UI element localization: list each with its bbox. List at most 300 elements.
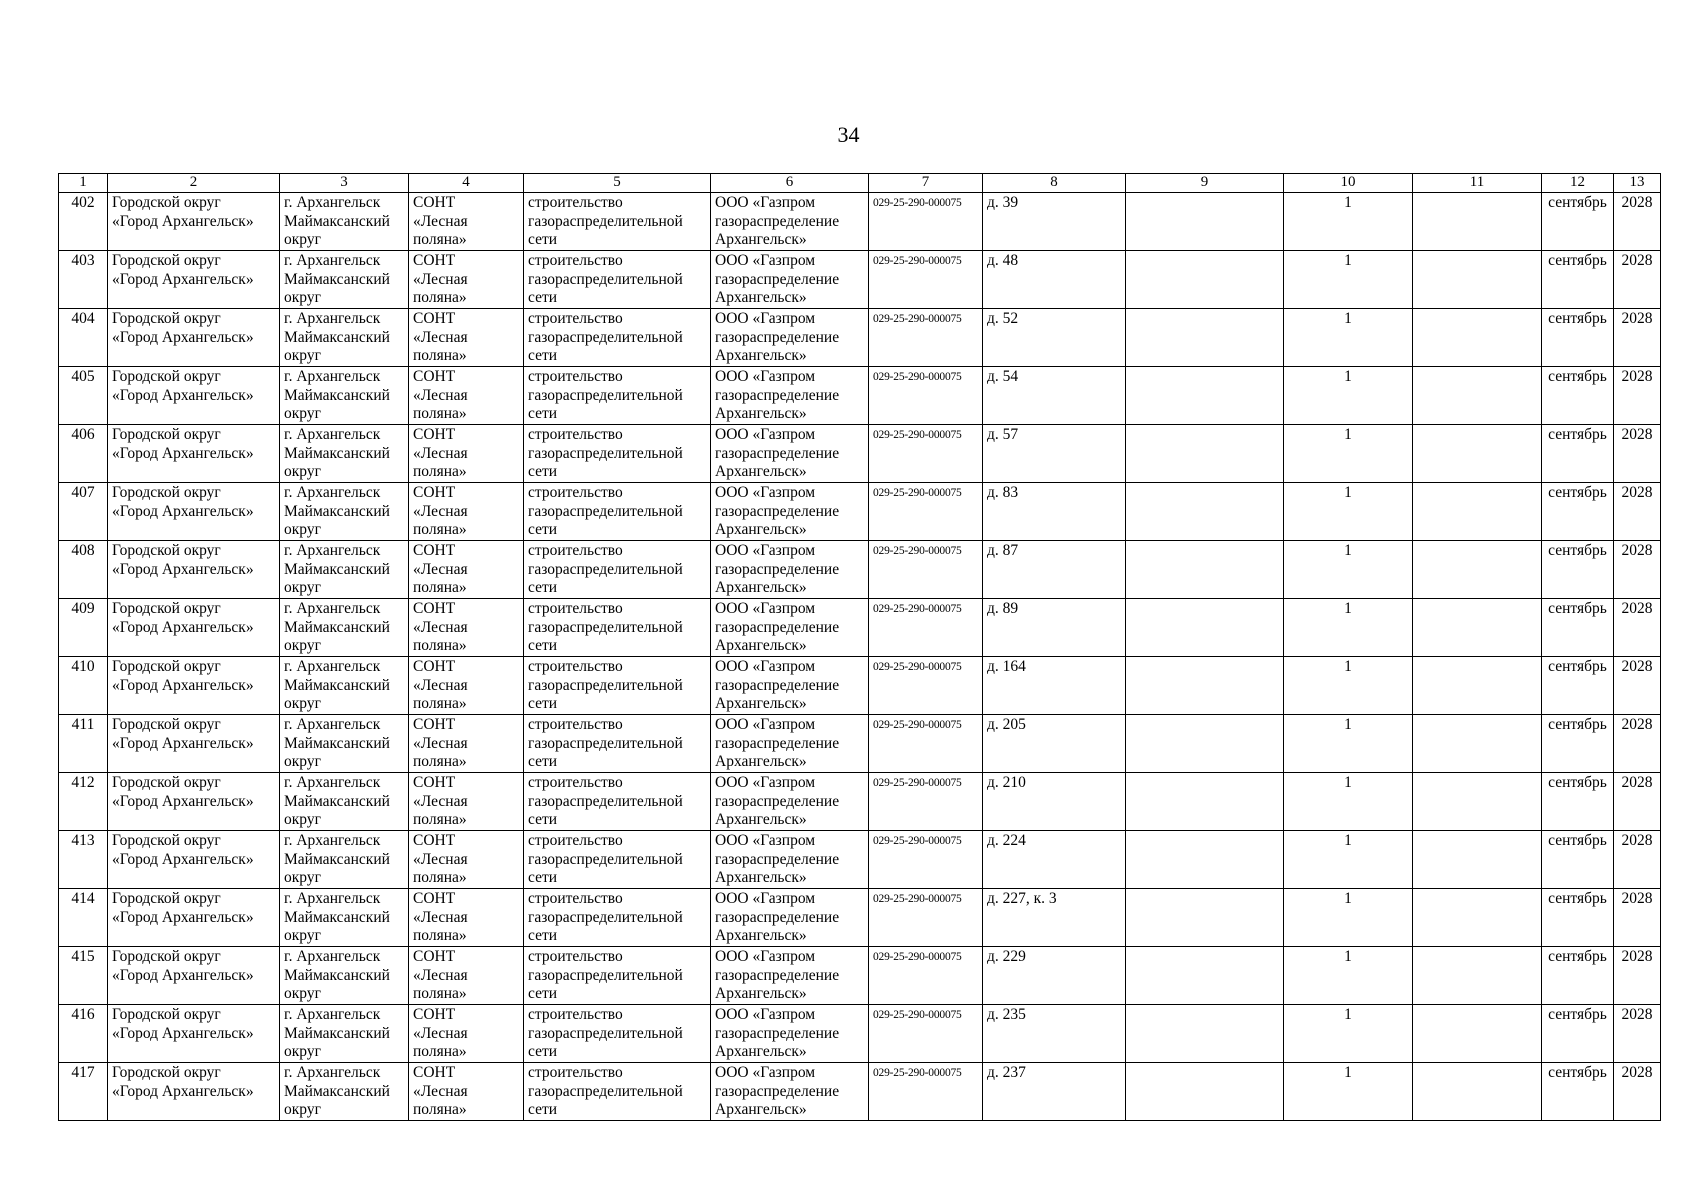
cadastral-cell: 029-25-290-000075 bbox=[869, 657, 983, 715]
settlement-cell-line: Маймаксанский bbox=[284, 1024, 390, 1042]
month-cell: сентябрь bbox=[1542, 251, 1614, 309]
municipality-cell bbox=[108, 831, 280, 889]
work-type-cell-line: сети bbox=[528, 927, 558, 944]
work-type-cell bbox=[524, 947, 711, 1005]
municipality-cell-line: «Город Архангельск» bbox=[112, 676, 254, 694]
cadastral-cell: 029-25-290-000075 bbox=[869, 483, 983, 541]
year-cell: 2028 bbox=[1614, 947, 1661, 1005]
snt-cell-line: «Лесная bbox=[413, 792, 468, 810]
work-type-cell-line: газораспределительной bbox=[528, 560, 683, 578]
work-type-cell-line: строительство bbox=[528, 658, 623, 675]
operator-cell bbox=[711, 367, 869, 425]
municipality-cell-line: Городской округ bbox=[112, 832, 221, 849]
snt-cell bbox=[409, 367, 524, 425]
work-type-cell-line: сети bbox=[528, 695, 558, 712]
settlement-cell-line: г. Архангельск bbox=[284, 310, 381, 327]
work-type-cell bbox=[524, 831, 711, 889]
cadastral-cell: 029-25-290-000075 bbox=[869, 541, 983, 599]
work-type-cell bbox=[524, 425, 711, 483]
house-cell: д. 52 bbox=[983, 309, 1126, 367]
municipality-cell-line: Городской округ bbox=[112, 252, 221, 269]
operator-cell bbox=[711, 483, 869, 541]
quantity-cell: 1 bbox=[1284, 947, 1413, 1005]
settlement-cell bbox=[280, 773, 409, 831]
municipality-cell-line: Городской округ bbox=[112, 716, 221, 733]
house-cell: д. 87 bbox=[983, 541, 1126, 599]
snt-cell bbox=[409, 889, 524, 947]
operator-cell bbox=[711, 309, 869, 367]
table-row bbox=[59, 889, 1661, 947]
settlement-cell-line: г. Архангельск bbox=[284, 890, 381, 907]
work-type-cell-line: сети bbox=[528, 231, 558, 248]
house-cell: д. 54 bbox=[983, 367, 1126, 425]
snt-cell-line: СОНТ bbox=[413, 252, 456, 269]
column-header-10: 10 bbox=[1284, 174, 1413, 193]
work-type-cell-line: газораспределительной bbox=[528, 1024, 683, 1042]
cadastral-cell: 029-25-290-000075 bbox=[869, 309, 983, 367]
operator-cell-line: газораспределение bbox=[715, 560, 840, 578]
house-cell: д. 237 bbox=[983, 1063, 1126, 1121]
column-header-11: 11 bbox=[1413, 174, 1542, 193]
settlement-cell-line: Маймаксанский bbox=[284, 676, 390, 694]
municipality-cell-line: Городской округ bbox=[112, 1006, 221, 1023]
column-9-cell bbox=[1126, 1063, 1284, 1121]
row-number-cell: 404 bbox=[59, 309, 108, 367]
municipality-cell bbox=[108, 1063, 280, 1121]
column-11-cell bbox=[1413, 889, 1542, 947]
column-9-cell bbox=[1126, 599, 1284, 657]
municipality-cell-line: Городской округ bbox=[112, 1064, 221, 1081]
settlement-cell-line: Маймаксанский bbox=[284, 444, 390, 462]
year-cell: 2028 bbox=[1614, 251, 1661, 309]
settlement-cell-line: округ bbox=[284, 1101, 321, 1118]
column-9-cell bbox=[1126, 773, 1284, 831]
house-cell: д. 224 bbox=[983, 831, 1126, 889]
municipality-cell bbox=[108, 773, 280, 831]
municipality-cell-line: Городской округ bbox=[112, 890, 221, 907]
column-11-cell bbox=[1413, 309, 1542, 367]
operator-cell-line: Архангельск» bbox=[715, 985, 807, 1002]
snt-cell-line: поляна» bbox=[413, 579, 467, 596]
month-cell: сентябрь bbox=[1542, 309, 1614, 367]
work-type-cell bbox=[524, 1063, 711, 1121]
cadastral-cell: 029-25-290-000075 bbox=[869, 1005, 983, 1063]
month-cell: сентябрь bbox=[1542, 599, 1614, 657]
year-cell: 2028 bbox=[1614, 541, 1661, 599]
work-type-cell-line: строительство bbox=[528, 194, 623, 211]
work-type-cell-line: строительство bbox=[528, 774, 623, 791]
cadastral-cell: 029-25-290-000075 bbox=[869, 251, 983, 309]
table-row bbox=[59, 657, 1661, 715]
column-11-cell bbox=[1413, 947, 1542, 1005]
work-type-cell-line: газораспределительной bbox=[528, 850, 683, 868]
operator-cell-line: Архангельск» bbox=[715, 927, 807, 944]
work-type-cell-line: сети bbox=[528, 869, 558, 886]
snt-cell bbox=[409, 309, 524, 367]
snt-cell bbox=[409, 193, 524, 251]
year-cell: 2028 bbox=[1614, 773, 1661, 831]
table-row bbox=[59, 193, 1661, 251]
settlement-cell-line: Маймаксанский bbox=[284, 734, 390, 752]
snt-cell bbox=[409, 1005, 524, 1063]
work-type-cell bbox=[524, 193, 711, 251]
row-number-cell: 414 bbox=[59, 889, 108, 947]
operator-cell-line: Архангельск» bbox=[715, 347, 807, 364]
operator-cell-line: Архангельск» bbox=[715, 811, 807, 828]
operator-cell-line: газораспределение bbox=[715, 908, 840, 926]
column-9-cell bbox=[1126, 425, 1284, 483]
snt-cell-line: поляна» bbox=[413, 695, 467, 712]
work-type-cell bbox=[524, 889, 711, 947]
snt-cell-line: СОНТ bbox=[413, 600, 456, 617]
municipality-cell-line: «Город Архангельск» bbox=[112, 328, 254, 346]
quantity-cell: 1 bbox=[1284, 251, 1413, 309]
row-number-cell: 417 bbox=[59, 1063, 108, 1121]
work-type-cell-line: строительство bbox=[528, 832, 623, 849]
cadastral-cell: 029-25-290-000075 bbox=[869, 889, 983, 947]
work-type-cell-line: строительство bbox=[528, 1006, 623, 1023]
year-cell: 2028 bbox=[1614, 483, 1661, 541]
month-cell: сентябрь bbox=[1542, 1005, 1614, 1063]
municipality-cell-line: «Город Архангельск» bbox=[112, 1082, 254, 1100]
settlement-cell bbox=[280, 1005, 409, 1063]
column-9-cell bbox=[1126, 715, 1284, 773]
snt-cell-line: СОНТ bbox=[413, 310, 456, 327]
snt-cell bbox=[409, 715, 524, 773]
table-row bbox=[59, 773, 1661, 831]
row-number-cell: 416 bbox=[59, 1005, 108, 1063]
column-11-cell bbox=[1413, 251, 1542, 309]
month-cell: сентябрь bbox=[1542, 541, 1614, 599]
work-type-cell bbox=[524, 773, 711, 831]
snt-cell bbox=[409, 1063, 524, 1121]
quantity-cell: 1 bbox=[1284, 367, 1413, 425]
operator-cell-line: газораспределение bbox=[715, 850, 840, 868]
operator-cell-line: ООО «Газпром bbox=[715, 774, 816, 791]
table-row bbox=[59, 831, 1661, 889]
settlement-cell-line: Маймаксанский bbox=[284, 618, 390, 636]
house-cell: д. 57 bbox=[983, 425, 1126, 483]
snt-cell-line: СОНТ bbox=[413, 658, 456, 675]
row-number-cell: 410 bbox=[59, 657, 108, 715]
operator-cell-line: ООО «Газпром bbox=[715, 716, 816, 733]
row-number-cell: 412 bbox=[59, 773, 108, 831]
settlement-cell-line: округ bbox=[284, 579, 321, 596]
work-type-cell-line: газораспределительной bbox=[528, 734, 683, 752]
quantity-cell: 1 bbox=[1284, 889, 1413, 947]
operator-cell-line: Архангельск» bbox=[715, 637, 807, 654]
table-row bbox=[59, 425, 1661, 483]
operator-cell-line: Архангельск» bbox=[715, 869, 807, 886]
column-11-cell bbox=[1413, 1005, 1542, 1063]
snt-cell-line: СОНТ bbox=[413, 1006, 456, 1023]
municipality-cell-line: «Город Архангельск» bbox=[112, 850, 254, 868]
settlement-cell bbox=[280, 193, 409, 251]
operator-cell-line: газораспределение bbox=[715, 966, 840, 984]
work-type-cell-line: сети bbox=[528, 347, 558, 364]
month-cell: сентябрь bbox=[1542, 773, 1614, 831]
snt-cell-line: поляна» bbox=[413, 405, 467, 422]
work-type-cell bbox=[524, 715, 711, 773]
snt-cell-line: СОНТ bbox=[413, 484, 456, 501]
column-9-cell bbox=[1126, 947, 1284, 1005]
year-cell: 2028 bbox=[1614, 1063, 1661, 1121]
snt-cell-line: «Лесная bbox=[413, 1082, 468, 1100]
settlement-cell-line: г. Архангельск bbox=[284, 252, 381, 269]
work-type-cell-line: строительство bbox=[528, 890, 623, 907]
column-header-5: 5 bbox=[524, 174, 711, 193]
operator-cell-line: Архангельск» bbox=[715, 1101, 807, 1118]
snt-cell-line: поляна» bbox=[413, 811, 467, 828]
settlement-cell-line: округ bbox=[284, 695, 321, 712]
settlement-cell-line: г. Архангельск bbox=[284, 194, 381, 211]
settlement-cell bbox=[280, 251, 409, 309]
work-type-cell-line: сети bbox=[528, 637, 558, 654]
snt-cell-line: СОНТ bbox=[413, 368, 456, 385]
municipality-cell-line: «Город Архангельск» bbox=[112, 966, 254, 984]
work-type-cell-line: газораспределительной bbox=[528, 966, 683, 984]
municipality-cell-line: «Город Архангельск» bbox=[112, 618, 254, 636]
municipality-cell-line: «Город Архангельск» bbox=[112, 270, 254, 288]
operator-cell bbox=[711, 541, 869, 599]
year-cell: 2028 bbox=[1614, 657, 1661, 715]
snt-cell bbox=[409, 657, 524, 715]
municipality-cell bbox=[108, 309, 280, 367]
settlement-cell bbox=[280, 367, 409, 425]
settlement-cell-line: округ bbox=[284, 985, 321, 1002]
snt-cell-line: поляна» bbox=[413, 869, 467, 886]
house-cell: д. 235 bbox=[983, 1005, 1126, 1063]
snt-cell-line: «Лесная bbox=[413, 444, 468, 462]
operator-cell-line: ООО «Газпром bbox=[715, 948, 816, 965]
snt-cell-line: поляна» bbox=[413, 637, 467, 654]
operator-cell-line: газораспределение bbox=[715, 734, 840, 752]
operator-cell bbox=[711, 193, 869, 251]
settlement-cell-line: округ bbox=[284, 463, 321, 480]
operator-cell-line: газораспределение bbox=[715, 270, 840, 288]
snt-cell-line: поляна» bbox=[413, 289, 467, 306]
column-9-cell bbox=[1126, 541, 1284, 599]
month-cell: сентябрь bbox=[1542, 889, 1614, 947]
year-cell: 2028 bbox=[1614, 425, 1661, 483]
operator-cell-line: Архангельск» bbox=[715, 289, 807, 306]
column-11-cell bbox=[1413, 541, 1542, 599]
settlement-cell-line: г. Архангельск bbox=[284, 948, 381, 965]
month-cell: сентябрь bbox=[1542, 425, 1614, 483]
work-type-cell-line: сети bbox=[528, 1043, 558, 1060]
municipality-cell-line: Городской округ bbox=[112, 194, 221, 211]
row-number-cell: 402 bbox=[59, 193, 108, 251]
settlement-cell bbox=[280, 715, 409, 773]
settlement-cell-line: г. Архангельск bbox=[284, 484, 381, 501]
municipality-cell-line: Городской округ bbox=[112, 484, 221, 501]
operator-cell-line: Архангельск» bbox=[715, 579, 807, 596]
snt-cell-line: поляна» bbox=[413, 1043, 467, 1060]
work-type-cell-line: строительство bbox=[528, 716, 623, 733]
settlement-cell bbox=[280, 599, 409, 657]
column-11-cell bbox=[1413, 367, 1542, 425]
row-number-cell: 403 bbox=[59, 251, 108, 309]
month-cell: сентябрь bbox=[1542, 657, 1614, 715]
table-row bbox=[59, 947, 1661, 1005]
column-9-cell bbox=[1126, 1005, 1284, 1063]
column-header-9: 9 bbox=[1126, 174, 1284, 193]
row-number-cell: 411 bbox=[59, 715, 108, 773]
year-cell: 2028 bbox=[1614, 309, 1661, 367]
quantity-cell: 1 bbox=[1284, 657, 1413, 715]
settlement-cell-line: округ bbox=[284, 811, 321, 828]
settlement-cell-line: округ bbox=[284, 753, 321, 770]
settlement-cell-line: Маймаксанский bbox=[284, 212, 390, 230]
year-cell: 2028 bbox=[1614, 367, 1661, 425]
cadastral-cell: 029-25-290-000075 bbox=[869, 193, 983, 251]
snt-cell-line: поляна» bbox=[413, 347, 467, 364]
row-number-cell: 408 bbox=[59, 541, 108, 599]
settlement-cell-line: Маймаксанский bbox=[284, 270, 390, 288]
row-number-cell: 409 bbox=[59, 599, 108, 657]
snt-cell-line: «Лесная bbox=[413, 850, 468, 868]
municipality-cell-line: Городской округ bbox=[112, 368, 221, 385]
column-9-cell bbox=[1126, 889, 1284, 947]
column-header-8: 8 bbox=[983, 174, 1126, 193]
operator-cell-line: ООО «Газпром bbox=[715, 368, 816, 385]
table-row bbox=[59, 541, 1661, 599]
operator-cell-line: Архангельск» bbox=[715, 231, 807, 248]
snt-cell-line: СОНТ bbox=[413, 948, 456, 965]
municipality-cell-line: «Город Архангельск» bbox=[112, 908, 254, 926]
operator-cell-line: Архангельск» bbox=[715, 521, 807, 538]
operator-cell bbox=[711, 1005, 869, 1063]
work-type-cell-line: строительство bbox=[528, 426, 623, 443]
operator-cell-line: Архангельск» bbox=[715, 695, 807, 712]
operator-cell-line: ООО «Газпром bbox=[715, 542, 816, 559]
operator-cell-line: газораспределение bbox=[715, 386, 840, 404]
settlement-cell bbox=[280, 309, 409, 367]
snt-cell-line: СОНТ bbox=[413, 194, 456, 211]
municipality-cell-line: «Город Архангельск» bbox=[112, 560, 254, 578]
snt-cell bbox=[409, 831, 524, 889]
work-type-cell-line: газораспределительной bbox=[528, 212, 683, 230]
settlement-cell-line: Маймаксанский bbox=[284, 560, 390, 578]
operator-cell-line: ООО «Газпром bbox=[715, 484, 816, 501]
snt-cell-line: «Лесная bbox=[413, 618, 468, 636]
work-type-cell-line: строительство bbox=[528, 1064, 623, 1081]
table-row bbox=[59, 309, 1661, 367]
municipality-cell-line: Городской округ bbox=[112, 426, 221, 443]
column-header-6: 6 bbox=[711, 174, 869, 193]
settlement-cell-line: Маймаксанский bbox=[284, 328, 390, 346]
municipality-cell-line: Городской округ bbox=[112, 542, 221, 559]
table-body bbox=[59, 193, 1661, 1121]
work-type-cell-line: газораспределительной bbox=[528, 1082, 683, 1100]
settlement-cell-line: г. Архангельск bbox=[284, 832, 381, 849]
snt-cell bbox=[409, 541, 524, 599]
quantity-cell: 1 bbox=[1284, 193, 1413, 251]
municipality-cell bbox=[108, 889, 280, 947]
month-cell: сентябрь bbox=[1542, 715, 1614, 773]
house-cell: д. 205 bbox=[983, 715, 1126, 773]
cadastral-cell: 029-25-290-000075 bbox=[869, 367, 983, 425]
work-type-cell bbox=[524, 367, 711, 425]
operator-cell-line: Архангельск» bbox=[715, 753, 807, 770]
work-type-cell-line: газораспределительной bbox=[528, 908, 683, 926]
work-type-cell-line: сети bbox=[528, 579, 558, 596]
snt-cell-line: СОНТ bbox=[413, 426, 456, 443]
municipality-cell bbox=[108, 251, 280, 309]
snt-cell-line: поляна» bbox=[413, 985, 467, 1002]
settlement-cell bbox=[280, 483, 409, 541]
quantity-cell: 1 bbox=[1284, 1005, 1413, 1063]
snt-cell-line: СОНТ bbox=[413, 890, 456, 907]
snt-cell-line: СОНТ bbox=[413, 716, 456, 733]
snt-cell-line: поляна» bbox=[413, 231, 467, 248]
quantity-cell: 1 bbox=[1284, 1063, 1413, 1121]
settlement-cell bbox=[280, 947, 409, 1005]
table-row bbox=[59, 1063, 1661, 1121]
snt-cell-line: «Лесная bbox=[413, 212, 468, 230]
column-11-cell bbox=[1413, 1063, 1542, 1121]
column-9-cell bbox=[1126, 367, 1284, 425]
column-9-cell bbox=[1126, 251, 1284, 309]
operator-cell-line: ООО «Газпром bbox=[715, 600, 816, 617]
snt-cell-line: «Лесная bbox=[413, 386, 468, 404]
settlement-cell-line: г. Архангельск bbox=[284, 600, 381, 617]
work-type-cell bbox=[524, 599, 711, 657]
municipality-cell-line: «Город Архангельск» bbox=[112, 502, 254, 520]
year-cell: 2028 bbox=[1614, 193, 1661, 251]
column-11-cell bbox=[1413, 425, 1542, 483]
snt-cell-line: «Лесная bbox=[413, 966, 468, 984]
operator-cell-line: газораспределение bbox=[715, 792, 840, 810]
quantity-cell: 1 bbox=[1284, 425, 1413, 483]
column-11-cell bbox=[1413, 773, 1542, 831]
settlement-cell-line: г. Архангельск bbox=[284, 368, 381, 385]
settlement-cell-line: Маймаксанский bbox=[284, 850, 390, 868]
column-11-cell bbox=[1413, 483, 1542, 541]
column-header-3: 3 bbox=[280, 174, 409, 193]
settlement-cell-line: округ bbox=[284, 521, 321, 538]
month-cell: сентябрь bbox=[1542, 1063, 1614, 1121]
operator-cell-line: Архангельск» bbox=[715, 1043, 807, 1060]
month-cell: сентябрь bbox=[1542, 367, 1614, 425]
work-type-cell-line: строительство bbox=[528, 484, 623, 501]
snt-cell-line: поляна» bbox=[413, 463, 467, 480]
municipality-cell-line: Городской округ bbox=[112, 948, 221, 965]
operator-cell bbox=[711, 657, 869, 715]
column-9-cell bbox=[1126, 831, 1284, 889]
column-9-cell bbox=[1126, 309, 1284, 367]
operator-cell-line: ООО «Газпром bbox=[715, 252, 816, 269]
row-number-cell: 407 bbox=[59, 483, 108, 541]
work-type-cell bbox=[524, 657, 711, 715]
column-9-cell bbox=[1126, 483, 1284, 541]
cadastral-cell: 029-25-290-000075 bbox=[869, 599, 983, 657]
operator-cell-line: газораспределение bbox=[715, 502, 840, 520]
work-type-cell-line: газораспределительной bbox=[528, 328, 683, 346]
settlement-cell-line: округ bbox=[284, 869, 321, 886]
work-type-cell-line: строительство bbox=[528, 368, 623, 385]
column-number-row bbox=[59, 174, 1661, 193]
work-type-cell bbox=[524, 541, 711, 599]
operator-cell-line: газораспределение bbox=[715, 676, 840, 694]
house-cell: д. 229 bbox=[983, 947, 1126, 1005]
work-type-cell-line: строительство bbox=[528, 542, 623, 559]
row-number-cell: 415 bbox=[59, 947, 108, 1005]
operator-cell-line: газораспределение bbox=[715, 328, 840, 346]
municipality-cell-line: Городской округ bbox=[112, 658, 221, 675]
month-cell: сентябрь bbox=[1542, 483, 1614, 541]
settlement-cell-line: округ bbox=[284, 231, 321, 248]
